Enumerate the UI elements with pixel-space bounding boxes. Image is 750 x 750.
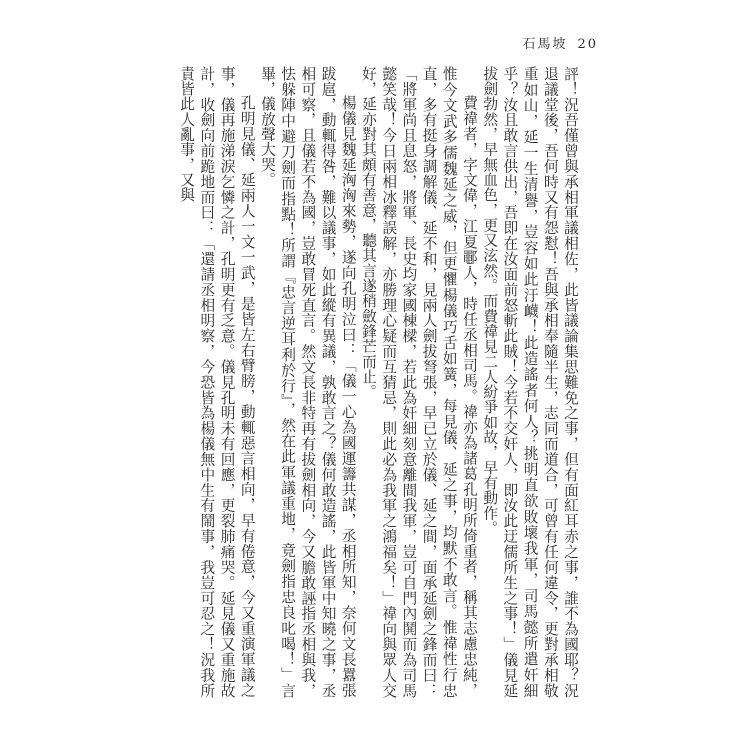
vertical-body-text bbox=[150, 66, 580, 698]
running-header bbox=[522, 33, 598, 52]
paragraph: 費禕者，字文偉，江夏鄳人，時任丞相司馬。禕亦為諸葛孔明所倚重者，稱其志慮忠純，惟今文武多儒魏延之威，但更懼楊儀巧舌如簧，每見儀、延之事，均默不敢言。惟禕性行忠直，多有挺身調解儀、延不和，見兩人劍拔弩張，早已立於儀、延之間，面承延劍之鋒而曰：「將軍尚且息怒，將軍、長史均家國棟樑，若此為奸細刻意離間我軍，豈可自門內鬨而為司馬懿笑哉！今日兩相冰釋誤解，亦勝理心疑而互猜忌，則此必為我軍之鴻福矣！」禕向與眾人交好，延亦對其頗有善意，聽其言遂稍斂鋒芒而止。 bbox=[359, 66, 478, 698]
paragraph: 孔明見儀、延兩人一文一武，是皆左右臂膀，動輒惡言相向，早有倦意，今又重演軍議之事，儀再施涕淚乞憐之計，孔明更有乏意。儀見孔明未有回應，更裂肺痛哭。延見儀又重施故計，收劍向前跪地而曰：「還請丞相明察，今恐皆為楊儀無中生有鬧事，我豈可忍之！況我所責皆此人亂事，又與 bbox=[178, 66, 256, 698]
book-title: 石馬坡 bbox=[522, 37, 568, 52]
paragraph: 楊儀見魏延洶洶來勢，遂向孔明泣曰：「儀一心為國運籌共謀，丞相所知，奈何文長囂張跋扈，動輒得咎，難以議事，如此縱有異議，孰敢言之？儀何敢造謠，此皆軍中知曉之事，丞相可察，且儀若不為國，豈敢冒死直言。然文長非特再有拔劍相向，今又膽敢誣指丞相與我，怯躲陣中避刀劍而指點！所謂『忠言逆耳利於行』，然在此軍議重地，竟劍指忠良叱喝！」言畢，儀放聲大哭。 bbox=[258, 66, 357, 698]
paragraph: 評！況吾僅曾與承相軍議相佐，此皆議論集思難免之事，但有面紅耳赤之事，誰不為國耶？況退議堂後，吾何時又有怨懟！吾與承相奉隨半生，志同而道合，可曾有任何違令，更對承相敬重如山，延一生清譽，豈容如此汙衊！此造謠者何人？挑明直欲敗壞我軍，司馬懿所遣奸細乎？汝且敢言供出，吾即在汝面前怒斬此賊！今若不交奸人，即汝此迂儒所生之事！」儀見延拔劍勃然，早無血色，更又泫然。而費禕見二人紛爭如故，早有動作。 bbox=[481, 66, 579, 698]
page-number: 20 bbox=[577, 37, 598, 52]
